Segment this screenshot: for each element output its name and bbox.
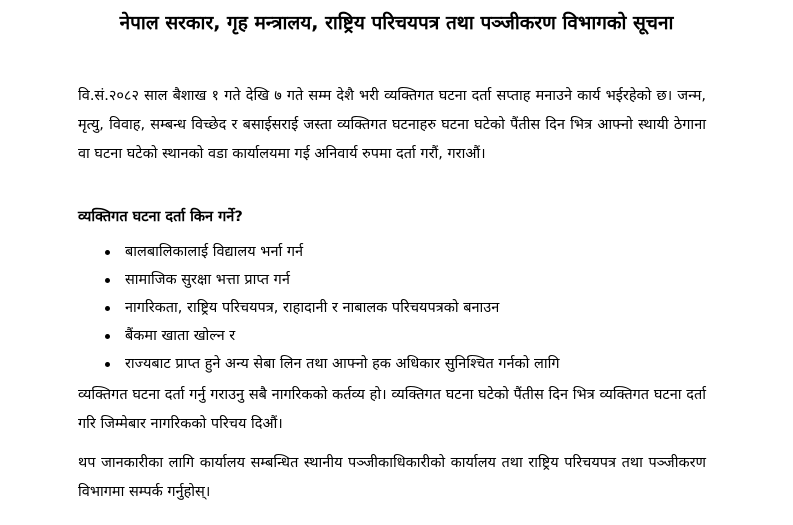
- intro-paragraph: वि.सं.२०८२ साल बैशाख १ गते देखि ७ गते सम्म देशै भरी व्यक्तिगत घटना दर्ता सप्ताह मनाउने कार्य भईरहेको छ। जन्म, मृत्यु, विवाह, सम्बन्ध विच्छेद र बसाईसराई जस्ता व्यक्तिगत घटनाहरु घटना घटेको पैंतीस दिन भित्र आफ्नो स्थायी ठेगाना वा घटना घटेको स्थानको वडा कार्यालयमा गई अनिवार्य रुपमा दर्ता गरौं, गराऔं।: [78, 88, 706, 162]
- duty-paragraph: व्यक्तिगत घटना दर्ता गर्नु गराउनु सबै नागरिकको कर्तव्य हो। व्यक्तिगत घटना घटेको पैंतीस दिन भित्र व्यक्तिगत घटना दर्ता गरि जिम्मेबार नागरिकको परिचय दिऔं।: [78, 387, 706, 432]
- list-item: [102, 266, 560, 294]
- reason-text: बालबालिकालाई विद्यालय भर्ना गर्न: [125, 244, 304, 260]
- bullet-icon: [105, 306, 110, 311]
- reason-text: सामाजिक सुरक्षा भत्ता प्राप्त गर्न: [125, 272, 290, 288]
- reason-text: नागरिकता, राष्ट्रिय परिचयपत्र, राहादानी र नाबालक परिचयपत्रको बनाउन: [125, 300, 500, 316]
- list-item: [102, 322, 560, 350]
- list-item: [102, 350, 560, 378]
- contact-paragraph: थप जानकारीका लागि कार्यालय सम्बन्धित स्थानीय पञ्जीकाधिकारीको कार्यालय तथा राष्ट्रिय परिचयपत्र तथा पञ्जीकरण विभागमा सम्पर्क गर्नुहोस्।: [78, 455, 706, 500]
- why-register-heading: व्यक्तिगत घटना दर्ता किन गर्ने?: [78, 209, 243, 225]
- list-item: [102, 294, 560, 322]
- list-item: [102, 238, 560, 266]
- bullet-icon: [105, 362, 110, 367]
- bullet-icon: [105, 334, 110, 339]
- notice-title: नेपाल सरकार, गृह मन्त्रालय, राष्ट्रिय परिचयपत्र तथा पञ्जीकरण विभागको सूचना: [119, 12, 674, 34]
- reasons-list: [102, 238, 560, 378]
- reason-text: राज्यबाट प्राप्त हुने अन्य सेबा लिन तथा आफ्नो हक अधिकार सुनिश्चित गर्नको लागि: [125, 356, 560, 372]
- reason-text: बैंकमा खाता खोल्न र: [125, 328, 236, 344]
- bullet-icon: [105, 250, 110, 255]
- bullet-icon: [105, 278, 110, 283]
